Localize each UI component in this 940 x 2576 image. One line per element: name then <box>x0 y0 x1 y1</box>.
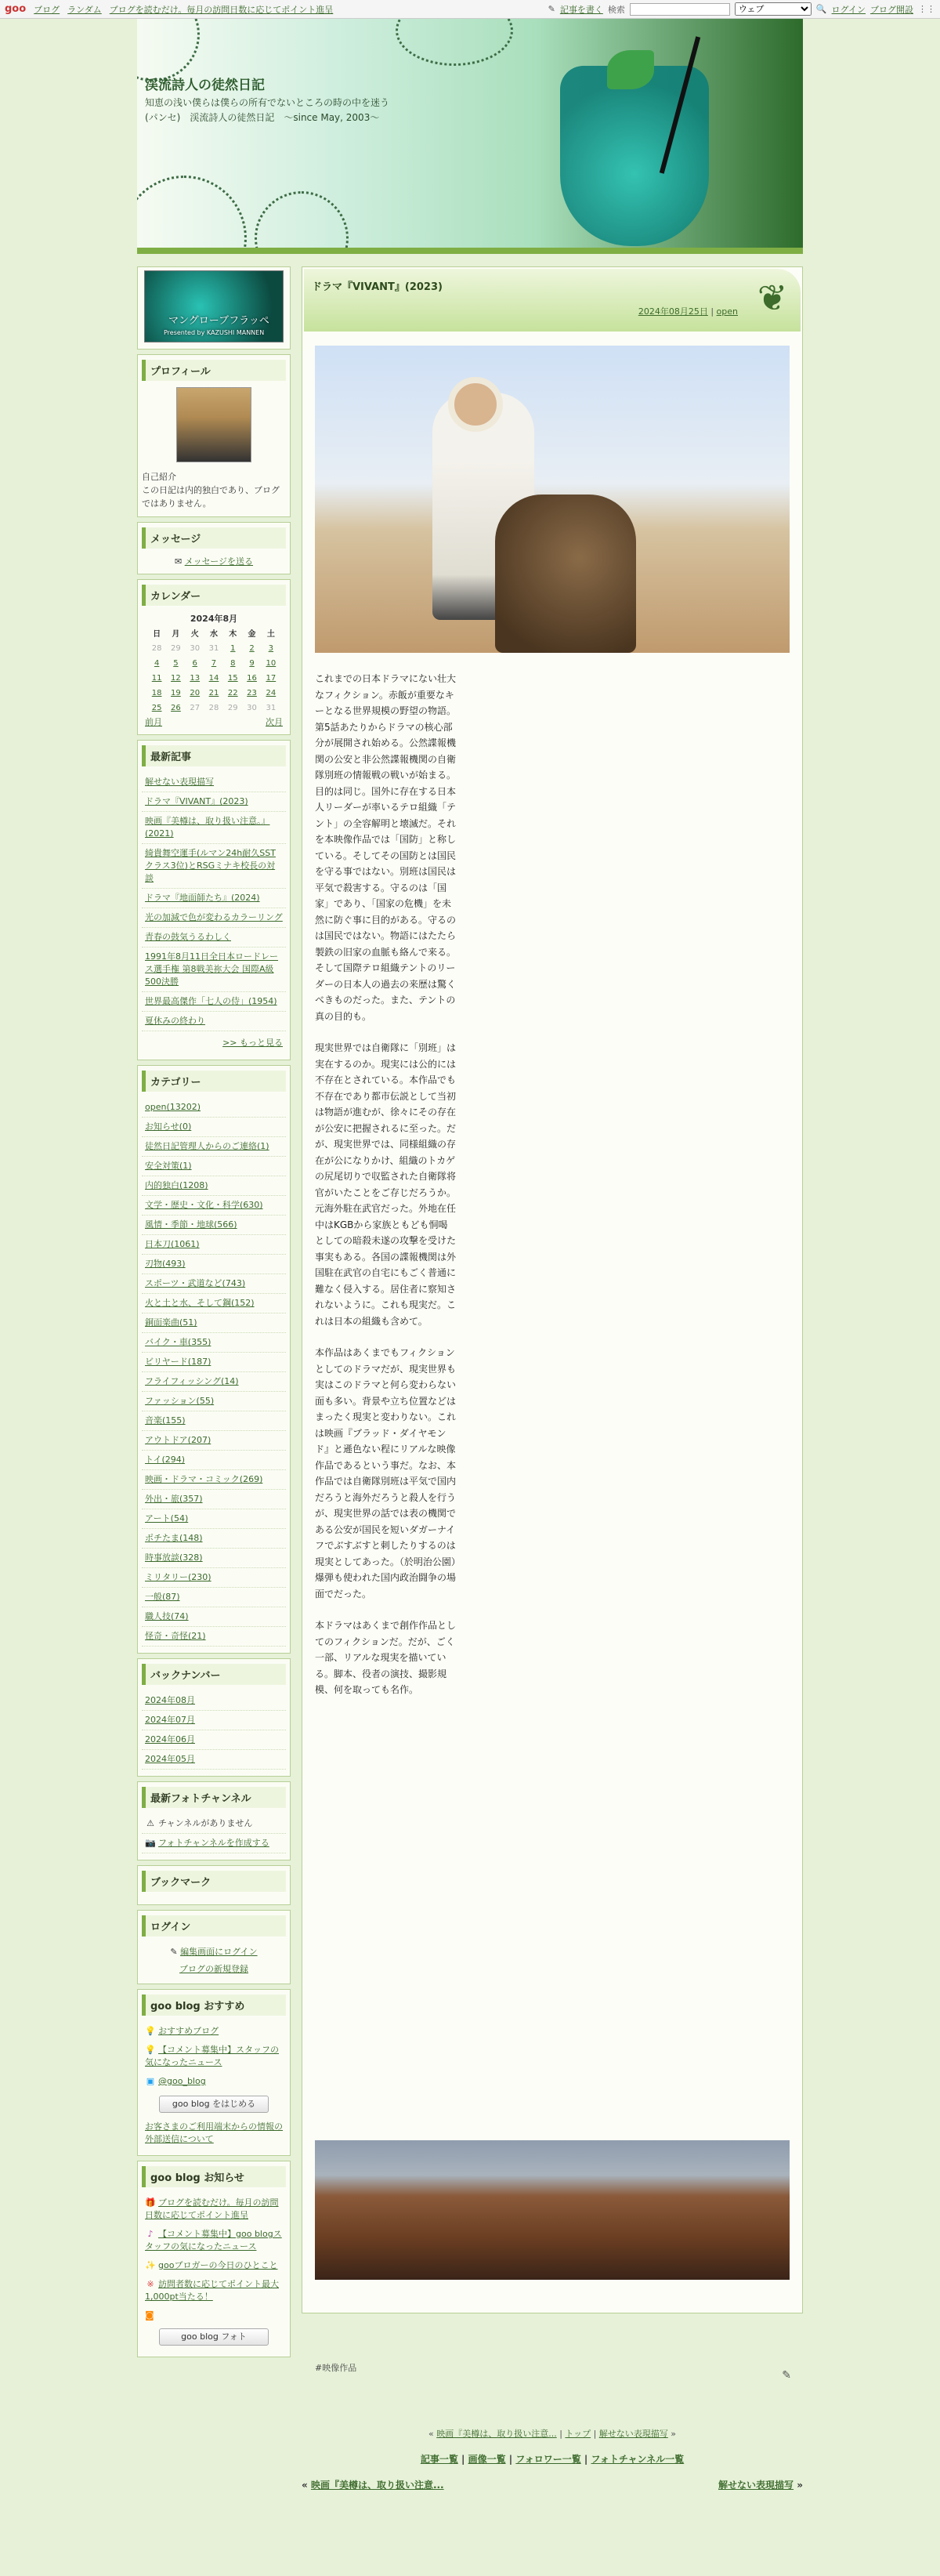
weekday-mon: 月 <box>172 630 180 639</box>
calendar-day-link[interactable]: 6 <box>192 659 197 668</box>
prize-icon: ※ <box>146 2279 154 2289</box>
post-paragraph: 現実世界では自衛隊に「別班」は実在するのか。現実には公的には不存在とされている。本作品でも不存在であり都市伝説として当初は物語が進むが、徐々にその存在が公安に把握されるに至った。だが、現実世界では、同様組織の存在が公になりかけ、組織のトカゲの尻尾切りで収監された自衛隊将官がいたことをご存じだろうか。元海外駐在武官だった。外地在任中はKGBから家族ともども恫喝としての暗殺未遂の攻撃を受けた事実もある。各国の諜報機関は外国駐在武官の自宅にもごく普通に難なく侵入する。居住者に察知されないように。これも現実だ。これは日本の組織も含めて。 <box>315 1042 457 1327</box>
recommend-widget <box>137 1989 291 2156</box>
post-tag[interactable]: #映像作品 <box>315 2363 357 2373</box>
recent-post-link[interactable]: 解せない表現描写 <box>145 777 214 787</box>
photo-channel-heading: 最新フォトチャンネル <box>142 1787 286 1808</box>
recommend-heading: goo blog おすすめ <box>142 1994 286 2016</box>
notice-link[interactable]: 【コメント募集中】goo blogスタッフの気になったニュース <box>145 2229 282 2252</box>
calendar-day-link[interactable]: 2 <box>249 644 255 653</box>
post-title: ドラマ『VIVANT』(2023) <box>312 281 443 293</box>
notice-widget <box>137 2161 291 2357</box>
category-link[interactable]: スポーツ・武道など(743) <box>145 1278 246 1288</box>
new-blog-link[interactable]: ブログの新規登録 <box>179 1964 248 1974</box>
calendar-day: 31 <box>208 644 219 653</box>
category-link[interactable]: 映画・ドラマ・コミック(269) <box>145 1474 263 1484</box>
weekday-fri: 金 <box>248 630 256 639</box>
calendar-day-link[interactable]: 1 <box>230 644 236 653</box>
send-message-link[interactable]: メッセージを送る <box>184 556 254 567</box>
category-link[interactable]: 銅面楽曲(51) <box>145 1317 197 1328</box>
calendar-day-link[interactable]: 24 <box>266 689 277 697</box>
camera-icon: 📷 <box>145 1838 156 1848</box>
calendar-day: 30 <box>190 644 201 653</box>
category-link[interactable]: アウトドア(207) <box>145 1435 212 1445</box>
lace-ornament <box>137 19 200 82</box>
recent-post-link[interactable]: 光の加減で色が変わるカラーリング <box>145 912 283 922</box>
calendar-day-link[interactable]: 16 <box>247 674 257 683</box>
category-link[interactable]: 時事放談(328) <box>145 1552 203 1563</box>
edit-pencil-icon[interactable]: ✎ <box>782 2369 791 2382</box>
category-link[interactable]: 徒然日記管理人からのご連絡(1) <box>145 1141 269 1151</box>
bookmark-widget <box>137 1865 291 1905</box>
blog-tagline: 知恵の浅い僕らは僕らの所有でないところの時の中を迷う(パンセ) 渓流詩人の徒然日記 ～since May, 2003～ <box>145 97 390 123</box>
post-photo-camel-rider[interactable] <box>315 346 790 653</box>
calendar-day-link[interactable]: 12 <box>171 674 181 683</box>
calendar-day-link[interactable]: 20 <box>190 689 201 697</box>
open-blog-link[interactable]: ブログ開設 <box>870 4 913 15</box>
sparkle-icon: ✨ <box>145 2260 156 2270</box>
calendar-day-link[interactable]: 21 <box>208 689 219 697</box>
pager-next-link[interactable]: 解せない表現描写 <box>718 2480 794 2491</box>
post-paragraph: これまでの日本ドラマにない壮大なフィクション。赤飯が重要なキーとなる世界規模の野望の物語。第5話あたりからドラマの核心部分が展開され始める。公然諜報機関の公安と非公然諜報機関の自衛隊別班の情報戦の戦いが始まる。目的は同じ。国外に存在する日本人リーダーが率いるテロ組織「テント」の全容解明と壊滅だ。それを本映像作品では「国防」と称している。そしてその国防とは国民を守る事ではない。別班は国民は平気で殺害する。守るのは「国家」であり、「国家の危機」を未然に防ぐ事に目的がある。守るのは国民ではない。物語にはたたら製鉄の旧家の血脈も絡んで来る。そして国際テロ組織テントのリーダーの日本人の過去の来歴は驚くべきものだった。また、テントの真の目的も。 <box>315 673 457 1022</box>
calendar-day-link[interactable]: 22 <box>227 689 238 697</box>
category-link[interactable]: ビリヤード(187) <box>145 1357 212 1367</box>
calendar-day-link[interactable]: 10 <box>266 659 277 668</box>
category-link[interactable]: 外出・旅(357) <box>145 1494 203 1504</box>
weekday-tue: 火 <box>190 630 199 639</box>
next-article-link[interactable]: 解せない表現描写 <box>598 2429 668 2439</box>
calendar-day-link[interactable]: 5 <box>173 659 179 668</box>
notice-link[interactable]: 訪問者数に応じてポイント最大1,000pt当たる！ <box>145 2279 279 2302</box>
rider-head <box>448 377 503 432</box>
categories-heading: カテゴリー <box>142 1071 286 1092</box>
backnumber-link[interactable]: 2024年05月 <box>145 1754 195 1764</box>
blog-title[interactable]: 渓流詩人の徒然日記 <box>145 78 265 93</box>
twitter-link[interactable]: @goo_blog <box>158 2076 206 2086</box>
recent-post-link[interactable]: 夏休みの終わり <box>145 1016 205 1026</box>
calendar-day-link[interactable]: 9 <box>249 659 255 668</box>
calendar-day-link[interactable]: 18 <box>151 689 162 697</box>
recommend-link[interactable]: おすすめブログ <box>158 2026 219 2036</box>
category-link[interactable]: 安全対策(1) <box>145 1161 192 1171</box>
login-widget <box>137 1910 291 1984</box>
category-link[interactable]: 火と土と水、そして鋼(152) <box>145 1298 255 1308</box>
goo-logo[interactable]: goo <box>5 3 27 15</box>
recent-post-link[interactable]: 映画『美樽は、取り扱い注意。』(2021) <box>145 816 270 839</box>
envelope-icon: ✉ <box>174 556 183 567</box>
calendar-day: 29 <box>227 704 238 712</box>
photo-channel-list-link[interactable]: フォトチャンネル一覧 <box>591 2454 685 2465</box>
category-link[interactable]: 一般(87) <box>145 1592 180 1602</box>
backnumber-heading: バックナンバー <box>142 1664 286 1685</box>
twitter-icon: ▣ <box>146 2076 155 2086</box>
calendar-day: 29 <box>171 644 181 653</box>
category-link[interactable]: open(13202) <box>145 1102 201 1112</box>
photo-channel-widget <box>137 1781 291 1860</box>
recommend-link[interactable]: 【コメント募集中】スタッフの気になったニュース <box>145 2045 279 2067</box>
calendar-day-link[interactable]: 13 <box>190 674 201 683</box>
calendar-day-link[interactable]: 19 <box>171 689 181 697</box>
post-category-link[interactable]: open <box>716 306 738 317</box>
calendar-day: 30 <box>247 704 257 712</box>
profile-avatar <box>176 387 251 462</box>
lace-ornament <box>255 191 349 254</box>
category-link[interactable]: 風情・季節・地球(566) <box>145 1219 237 1230</box>
search-label: 検索 <box>607 4 625 15</box>
profile-heading: プロフィール <box>142 360 286 381</box>
toolbar-link-random[interactable]: ランダム <box>67 4 102 15</box>
post-meta: 2024年08月25日 | open <box>638 306 738 317</box>
category-link[interactable]: トイ(294) <box>145 1455 186 1465</box>
article-list-link[interactable]: 記事一覧 <box>420 2454 458 2465</box>
category-link[interactable]: バイク・車(355) <box>145 1337 212 1347</box>
list-navigation: 記事一覧 | 画像一覧 | フォロワー一覧 | フォトチャンネル一覧 <box>420 2454 685 2465</box>
category-link[interactable]: お知らせ(0) <box>145 1121 192 1132</box>
login-link[interactable]: ログイン <box>831 4 866 15</box>
calendar-day-link[interactable]: 15 <box>227 674 238 683</box>
no-channel-text: チャンネルがありません <box>158 1818 253 1828</box>
category-link[interactable]: ポチたま(148) <box>145 1533 203 1543</box>
calendar-day-link[interactable]: 14 <box>208 674 219 683</box>
image-list-link[interactable]: 画像一覧 <box>468 2454 506 2465</box>
recent-post-link[interactable]: 青春の鼓気うるわしく <box>145 932 231 942</box>
backnumber-link[interactable]: 2024年06月 <box>145 1734 195 1745</box>
calendar-prev-link[interactable]: 前月 <box>145 717 162 727</box>
calendar-day-link[interactable]: 3 <box>268 644 274 653</box>
backnumber-widget <box>137 1658 291 1777</box>
calendar-next-link[interactable]: 次月 <box>266 717 283 727</box>
top-link[interactable]: トップ <box>565 2429 591 2439</box>
backnumber-link[interactable]: 2024年07月 <box>145 1715 195 1725</box>
more-posts-link[interactable]: >> もっと見る <box>222 1038 283 1048</box>
mint-leaf-image <box>607 50 654 89</box>
banner-text: マングローブフラッペ <box>168 315 269 327</box>
category-link[interactable]: 内的独白(1208) <box>145 1180 208 1190</box>
calendar-day-link[interactable]: 23 <box>247 689 257 697</box>
recent-posts-heading: 最新記事 <box>142 745 286 766</box>
calendar-day: 27 <box>190 704 201 712</box>
calendar-widget <box>137 579 291 735</box>
lace-ornament <box>396 19 513 66</box>
lace-ornament <box>137 176 247 254</box>
privacy-link[interactable]: お客さまのご利用端末からの情報の外部送信について <box>145 2121 283 2144</box>
post-paragraph: 本作品はあくまでもフィクションとしてのドラマだが、現実世界も実はこのドラマと何ら変わらない面も多い。背景や立ち位置などはまったく現実と変わりない。これは映画『ブラッド・ダイヤモンド』と遜色ない程にリアルな映像作品であるという事だ。なお、本作品では自衛隊別班は平気で国内だろうと海外だろうと殺人を行うが、現実世界の話では表の機関である公安が国民を短いダガーナイフでぶすぶすと刺したりするのは現実としてあった。（於明治公園）爆弾も使われた国内政治闘争の場面でだった。 <box>315 1347 457 1600</box>
recent-post-link[interactable]: ドラマ『VIVANT』(2023) <box>145 796 248 806</box>
notice-heading: goo blog お知らせ <box>142 2166 286 2187</box>
category-link[interactable]: 文学・歴史・文化・科学(630) <box>145 1200 263 1210</box>
prev-article-link[interactable]: 映画『美樽は、取り扱い注意... <box>436 2429 557 2439</box>
message-widget <box>137 522 291 574</box>
category-link[interactable]: 怪奇・奇怪(21) <box>145 1631 206 1641</box>
main-content <box>302 266 803 2382</box>
category-link[interactable]: アート(54) <box>145 1513 189 1523</box>
calendar-heading: カレンダー <box>142 585 286 606</box>
recent-post-link[interactable]: 綺貴舞空運手(ルマン24h耐久SSTクラス3位)とRSGミナキ校長の対談 <box>145 848 276 883</box>
weekday-thu: 木 <box>229 630 237 639</box>
profile-intro-label: 自己紹介 <box>142 472 176 482</box>
blog-header <box>137 19 803 254</box>
notice-link[interactable]: ブログを読むだけ。毎月の訪問日数に応じてポイント進呈 <box>145 2197 279 2220</box>
search-icon[interactable]: 🔍 <box>815 4 827 14</box>
recent-post-link[interactable]: ドラマ『地面師たち』(2024) <box>145 893 260 903</box>
calendar-day-link[interactable]: 11 <box>151 674 162 683</box>
recent-posts-widget <box>137 740 291 1060</box>
calendar-day: 31 <box>266 704 277 712</box>
post-paragraph: 本ドラマはあくまで創作作品としてのフィクションだ。だが、ごく一部、リアルな現実を描いている。脚本、役者の演技、撮影規模、何を取っても名作。 <box>315 1620 457 1695</box>
gift-icon: 🎁 <box>145 2197 156 2208</box>
rss-icon[interactable]: ◙ <box>145 2310 154 2321</box>
calendar-day: 28 <box>151 644 162 653</box>
warning-icon: ⚠ <box>146 1818 154 1828</box>
recent-post-link[interactable]: 1991年8月11日全日本ロードレース選手権 第8戦美祢大会 国際A級 500決勝 <box>145 951 278 987</box>
weekday-wed: 水 <box>209 630 218 639</box>
recent-post-link[interactable]: 世界最高傑作「七人の侍」(1954) <box>145 996 277 1006</box>
sidebar <box>137 266 291 2555</box>
create-channel-link[interactable]: フォトチャンネルを作成する <box>158 1838 269 1848</box>
toolbar-link-points[interactable]: ブログを読むだけ。毎月の訪問日数に応じてポイント進呈 <box>109 4 334 15</box>
calendar-day-link[interactable]: 25 <box>151 704 162 712</box>
search-scope-select[interactable] <box>735 2 812 16</box>
calendar-day: 28 <box>208 704 219 712</box>
calendar-day-link[interactable]: 7 <box>211 659 217 668</box>
toolbar-link-blog[interactable]: ブログ <box>34 4 60 15</box>
camel-figure <box>495 495 636 653</box>
banner-subtext: Presented by KAZUSHI MANNEN <box>164 329 265 336</box>
pager-prev-link[interactable]: 映画『美樽は、取り扱い注意... <box>310 2480 444 2491</box>
bookmark-heading: ブックマーク <box>142 1871 286 1892</box>
write-article-link[interactable]: 記事を書く <box>559 4 603 15</box>
login-heading: ログイン <box>142 1915 286 1937</box>
apps-icon[interactable]: ⋮⋮ <box>918 4 935 14</box>
profile-widget <box>137 354 291 517</box>
weekday-sat: 土 <box>266 630 275 639</box>
calendar-day-link[interactable]: 26 <box>171 704 181 712</box>
categories-widget <box>137 1065 291 1654</box>
message-heading: メッセージ <box>142 527 286 549</box>
global-toolbar <box>0 0 940 19</box>
post-header <box>304 269 801 332</box>
frappe-glass-image <box>560 66 709 246</box>
pencil-icon: ✎ <box>170 1947 178 1957</box>
category-link[interactable]: 音楽(155) <box>145 1415 186 1426</box>
notice-link[interactable]: gooブロガーの今日のひとこと <box>158 2260 278 2270</box>
lightbulb-icon: 💡 <box>145 2026 156 2036</box>
category-link[interactable]: 刃物(493) <box>145 1259 186 1269</box>
calendar-day-link[interactable]: 8 <box>230 659 236 668</box>
category-link[interactable]: 職人技(74) <box>145 1611 189 1621</box>
edit-login-link[interactable]: 編集画面にログイン <box>180 1947 258 1957</box>
category-link[interactable]: ミリタリー(230) <box>145 1572 212 1582</box>
post-body <box>315 671 456 1698</box>
category-link[interactable]: 日本刀(1061) <box>145 1239 200 1249</box>
calendar-day-link[interactable]: 17 <box>266 674 277 683</box>
weekday-sun: 日 <box>153 630 161 639</box>
category-link[interactable]: フライフィッシング(14) <box>145 1376 239 1386</box>
pencil-icon: ✎ <box>548 4 555 14</box>
backnumber-link[interactable]: 2024年08月 <box>145 1695 195 1705</box>
blog-photo-button[interactable]: goo blog フォト <box>159 2328 269 2346</box>
banner-widget <box>137 266 291 350</box>
category-link[interactable]: ファッション(55) <box>145 1396 215 1406</box>
note-icon: ♪ <box>147 2229 154 2239</box>
start-blog-button[interactable]: goo blog をはじめる <box>159 2096 269 2113</box>
leaf-ornament-icon: ❦ <box>757 277 788 319</box>
post-date-link[interactable]: 2024年08月25日 <box>638 306 708 317</box>
profile-intro-text: この日記は内的独白であり、ブログではありません。 <box>142 485 280 509</box>
calendar-table <box>147 625 280 716</box>
calendar-day-link[interactable]: 4 <box>154 659 160 668</box>
lightbulb-icon: 💡 <box>145 2045 156 2055</box>
search-input[interactable] <box>630 3 730 16</box>
follower-list-link[interactable]: フォロワー一覧 <box>515 2454 581 2465</box>
banner-image[interactable] <box>144 270 284 342</box>
calendar-month: 2024年8月 <box>190 614 238 624</box>
post-navigation: « 映画『美樽は、取り扱い注意... | トップ | 解せない表現描写 » <box>428 2429 677 2439</box>
post-photo-desert[interactable] <box>315 2140 790 2280</box>
